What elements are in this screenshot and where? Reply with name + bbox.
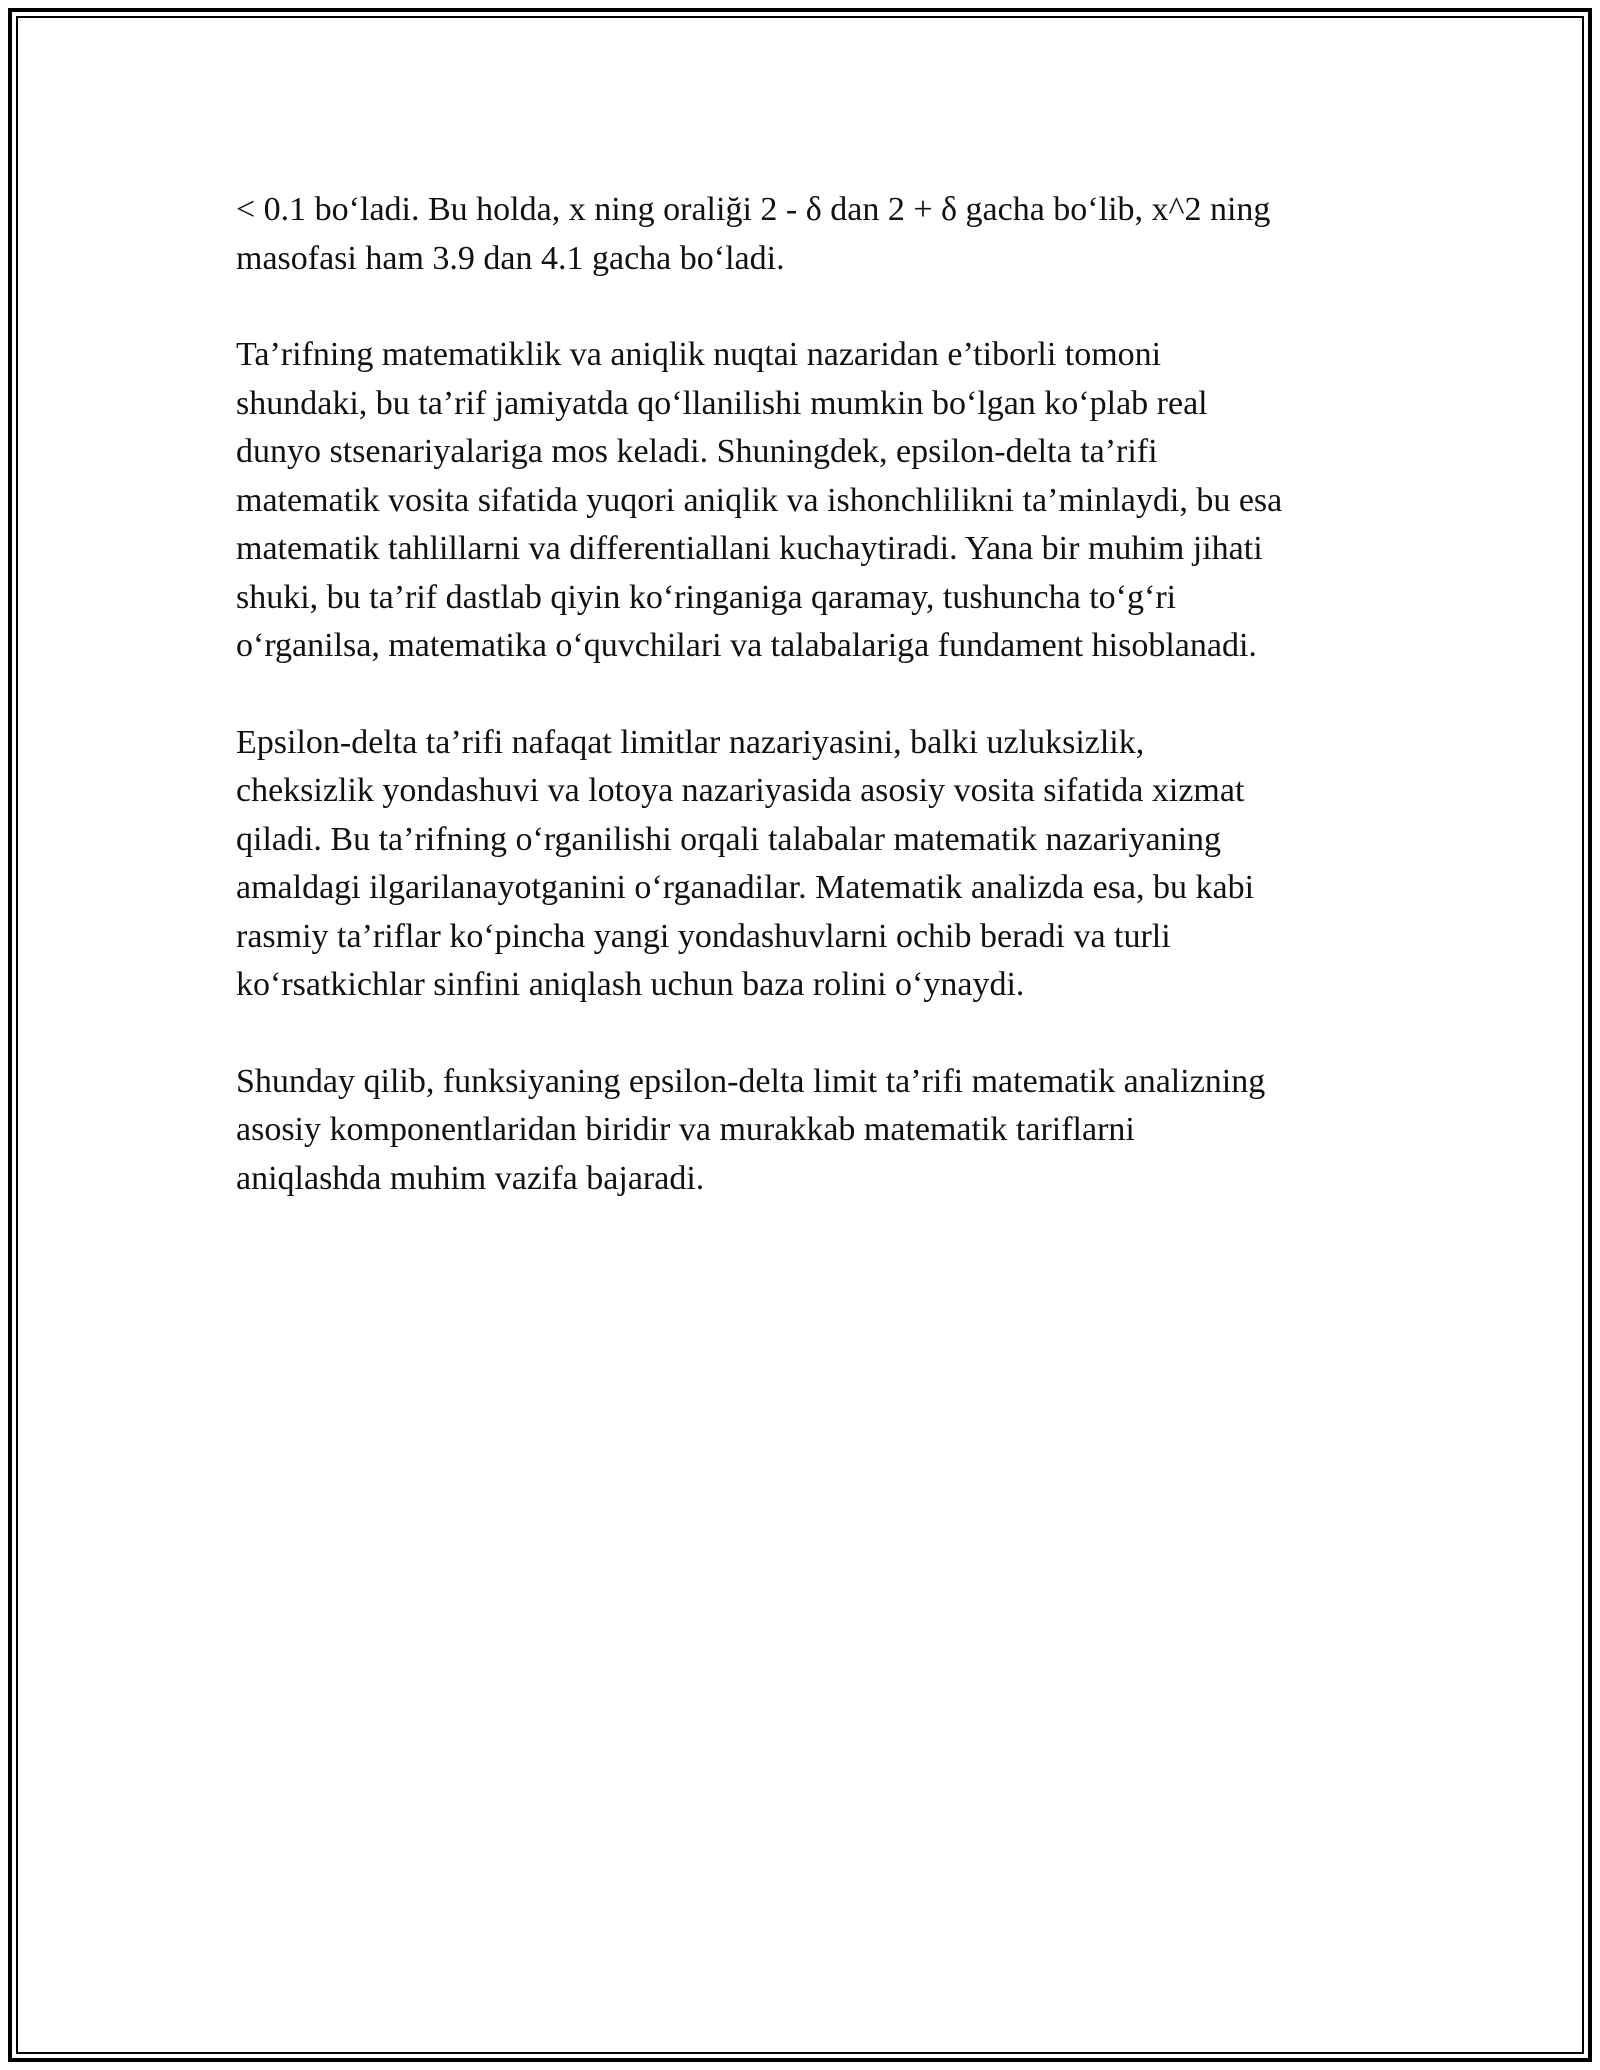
document-body (236, 186, 1366, 1251)
paragraph-1: < 0.1 bo‘ladi. Bu holda, x ning oraliği 2 - δ dan 2 + δ gacha bo‘lib, x^2 ning masofasi ham 3.9 dan 4.1 gacha bo‘ladi. (236, 191, 1271, 277)
paragraph-4: Shunday qilib, funksiyaning epsilon-delta limit ta’rifi matematik analizning asosiy komponentlaridan biridir va murakkab matematik tariflarni aniqlashda muhim vazifa bajaradi. (236, 1062, 1266, 1197)
paragraph-3: Epsilon-delta ta’rifi nafaqat limitlar nazariyasini, balki uzluksizlik, cheksizlik yondashuvi va lotoya nazariyasida asosiy vosita sifatida xizmat qiladi. Bu ta’rifning o‘rganilishi orqali talabalar matematik nazariyaning amaldagi ilgarilanayotganini o‘rganadilar. Matematik analizda esa, bu kabi rasmiy ta’riflar ko‘pincha yangi yondashuvlarni ochib beradi va turli ko‘rsatkichlar sinfini aniqlash uchun baza rolini o‘ynaydi. (236, 723, 1255, 1003)
paragraph-2: Ta’rifning matematiklik va aniqlik nuqtai nazaridan e’tiborli tomoni shundaki, bu ta’rif jamiyatda qo‘llanilishi mumkin bo‘lgan ko‘plab real dunyo stsenariyalariga mos keladi. Shuningdek, epsilon-delta ta’rifi matematik vosita sifatida yuqori aniqlik va ishonchlilikni ta’minlaydi, bu esa matematik tahlillarni va differentiallani kuchaytiradi. Yana bir muhim jihati shuki, bu ta’rif dastlab qiyin ko‘ringaniga qaramay, tushuncha to‘g‘ri o‘rganilsa, matematika o‘quvchilari va talabalariga fundament hisoblanadi. (236, 336, 1283, 664)
